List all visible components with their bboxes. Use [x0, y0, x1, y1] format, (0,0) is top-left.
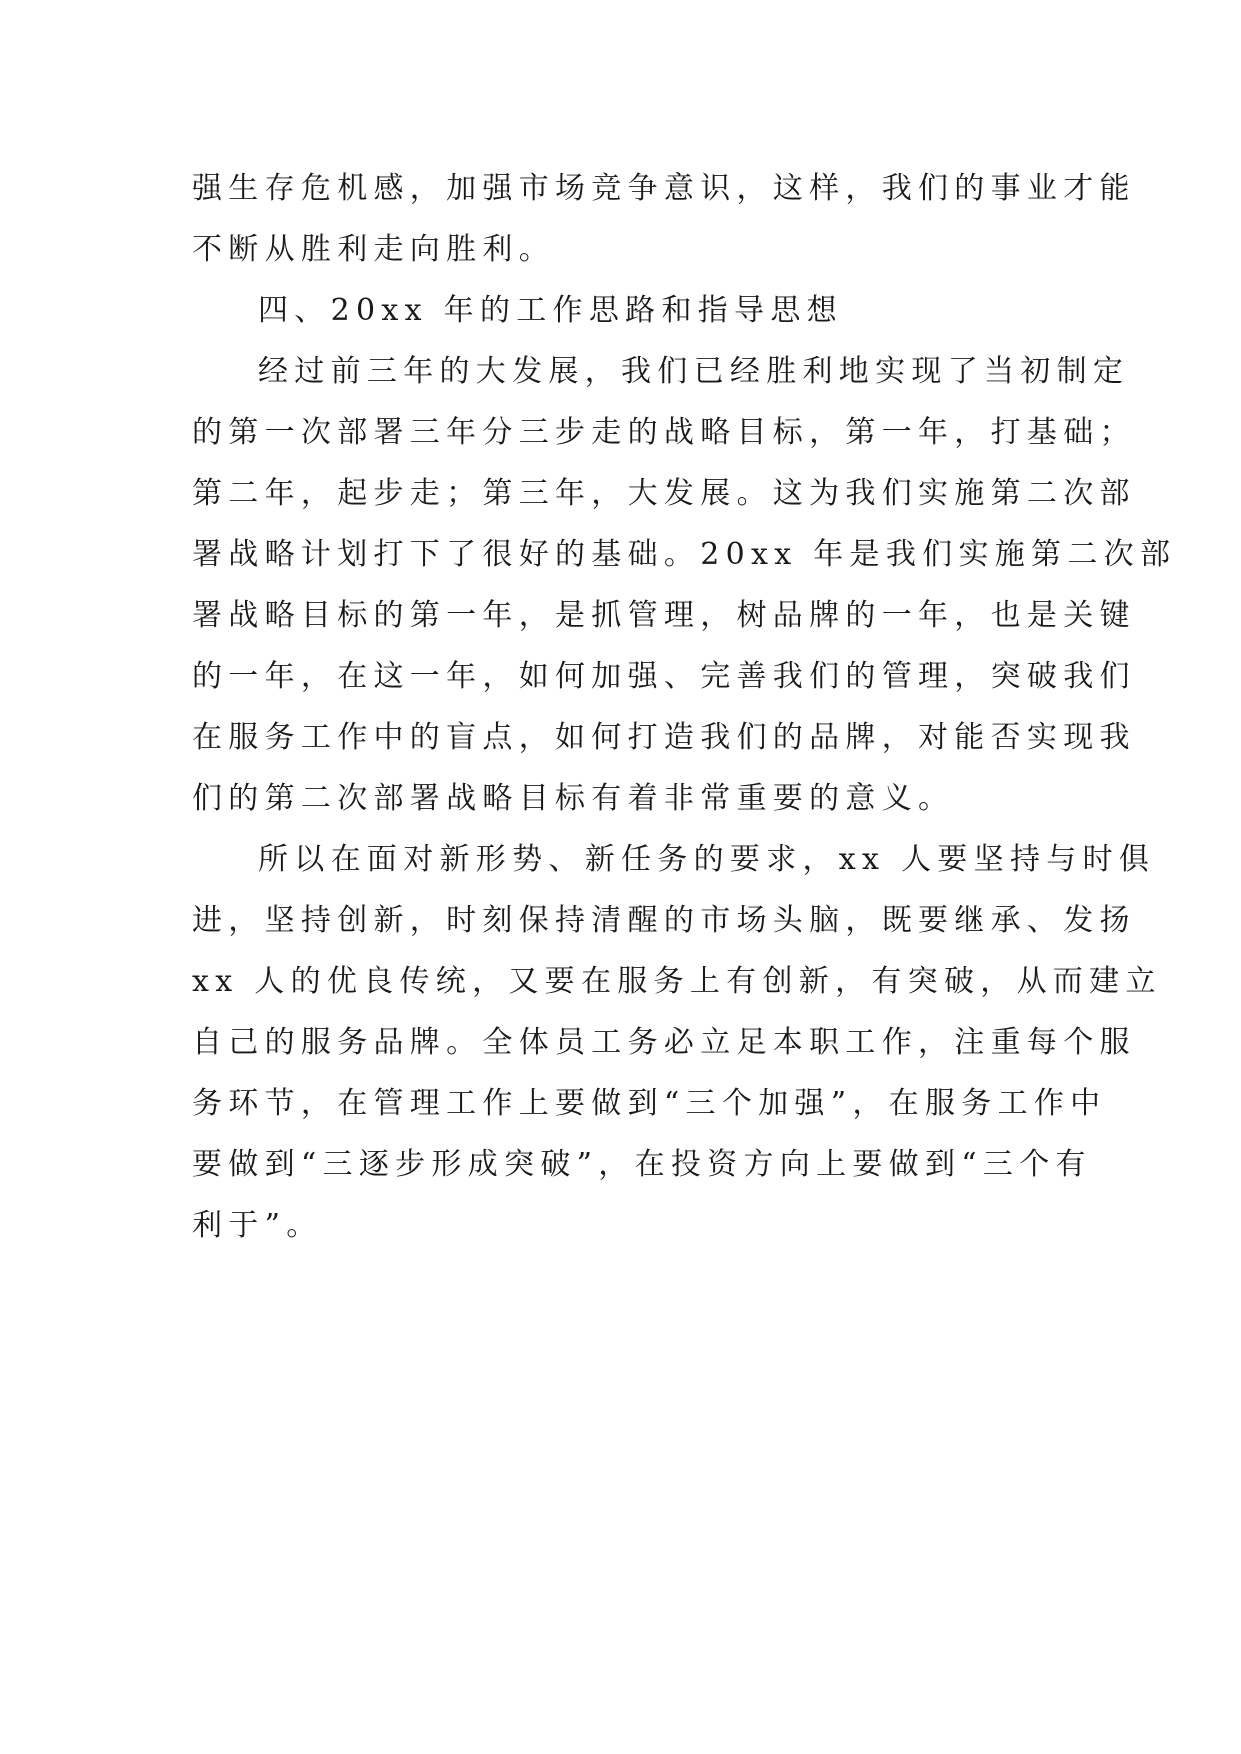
paragraph-line: 所以在面对新形势、新任务的要求，xx 人要坚持与时俱 [258, 842, 1156, 877]
paragraph-line: 署战略目标的第一年，是抓管理，树品牌的一年，也是关键 [192, 598, 1136, 633]
document-body [192, 158, 1177, 1256]
paragraph-line: xx 人的优良传统，又要在服务上有创新，有突破，从而建立 [192, 964, 1162, 999]
section-heading: 四、20xx 年的工作思路和指导思想 [258, 293, 843, 328]
paragraph-line: 的第一次部署三年分三步走的战略目标，第一年，打基础； [192, 415, 1136, 450]
paragraph-line: 在服务工作中的盲点，如何打造我们的品牌，对能否实现我 [192, 720, 1136, 755]
paragraph-line: 署战略计划打下了很好的基础。20xx 年是我们实施第二次部 [192, 537, 1177, 572]
paragraph-line: 利于”。 [192, 1208, 323, 1243]
paragraph-line: 务环节，在管理工作上要做到“三个加强”，在服务工作中 [192, 1086, 1107, 1121]
paragraph-line: 的一年，在这一年，如何加强、完善我们的管理，突破我们 [192, 659, 1136, 694]
paragraph-line: 经过前三年的大发展，我们已经胜利地实现了当初制定 [258, 354, 1130, 389]
paragraph-line: 进，坚持创新，时刻保持清醒的市场头脑，既要继承、发扬 [192, 903, 1136, 938]
paragraph-line: 不断从胜利走向胜利。 [192, 232, 555, 267]
paragraph-line: 第二年，起步走；第三年，大发展。这为我们实施第二次部 [192, 476, 1136, 511]
paragraph-line: 强生存危机感，加强市场竞争意识，这样，我们的事业才能 [192, 171, 1136, 206]
paragraph-line: 自己的服务品牌。全体员工务必立足本职工作，注重每个服 [192, 1025, 1136, 1060]
paragraph-line: 要做到“三逐步形成突破”，在投资方向上要做到“三个有 [192, 1147, 1092, 1182]
paragraph-line: 们的第二次部署战略目标有着非常重要的意义。 [192, 781, 955, 816]
